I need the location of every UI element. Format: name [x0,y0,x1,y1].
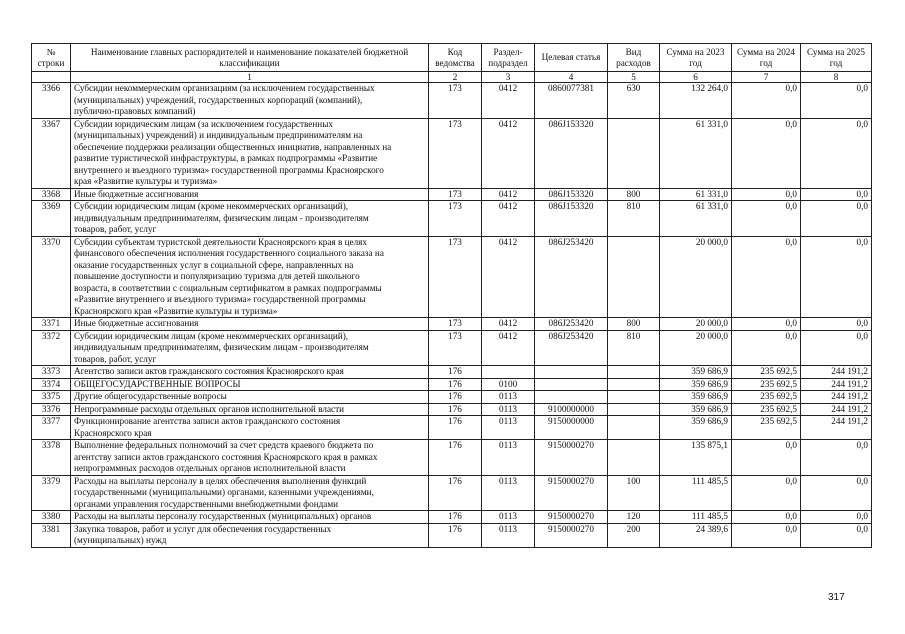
row-sum-2024: 235 692,5 [732,378,801,391]
row-section: 0412 [482,118,535,188]
row-name-line: (муниципальных) учреждений, государственных корпораций (компаний), [74,94,363,105]
row-target-item: 0860077381 [535,83,608,119]
column-number [32,72,71,83]
row-sum-2023: 24 389,6 [660,523,732,547]
header-sum-2025: Сумма на 2025 год [801,44,872,72]
row-name [71,475,429,511]
table-row [32,236,872,318]
row-target-item [535,391,608,404]
row-dept-code: 173 [429,236,482,318]
row-sum-2024: 0,0 [732,318,801,331]
row-target-item: 9100000000 [535,403,608,416]
row-number: 3367 [32,118,71,188]
row-number: 3379 [32,475,71,511]
row-expense-type [608,378,660,391]
row-name-line: государственными (муниципальными) органами, казенными учреждениями, [74,487,374,497]
row-dept-code: 176 [429,416,482,440]
row-name [71,188,429,201]
row-sum-2023: 359 686,9 [660,391,732,404]
row-name-line: (муниципальных) учреждений) и индивидуальным предпринимателям на [74,130,363,140]
row-section: 0412 [482,236,535,318]
header-sum-2023: Сумма на 2023 год [660,44,732,72]
header-expense-type: Вид расходов [608,44,660,72]
table-row [32,511,872,524]
row-expense-type: 800 [608,318,660,331]
row-expense-type: 810 [608,330,660,366]
header-target-item: Целевая статья [535,44,608,72]
row-name [71,391,429,404]
header-section: Раздел-подраздел [482,44,535,72]
row-name-line: возраста, в соответствии с социальным сертификатом в рамках подпрограммы [74,282,382,293]
row-dept-code: 173 [429,188,482,201]
row-number: 3369 [32,201,71,237]
row-name [71,403,429,416]
row-section: 0113 [482,511,535,524]
row-section: 0412 [482,201,535,237]
row-name-line: Субсидии юридическим лицам (кроме некоммерческих организаций), [74,330,349,341]
header-row-number: № строки [32,44,71,72]
header-dept-code: Код ведомства [429,44,482,72]
row-target-item: 9150000270 [535,511,608,524]
table-row [32,318,872,331]
header-sum-2024: Сумма на 2024 год [732,44,801,72]
table-row [32,378,872,391]
row-number: 3381 [32,523,71,547]
row-sum-2024: 0,0 [732,511,801,524]
row-number: 3372 [32,330,71,366]
row-target-item: 086J153320 [535,118,608,188]
row-target-item [535,366,608,379]
header-row [32,44,872,72]
row-section [482,366,535,379]
row-expense-type: 120 [608,511,660,524]
row-number: 3371 [32,318,71,331]
row-number: 3375 [32,391,71,404]
row-sum-2023: 61 331,0 [660,201,732,237]
row-number: 3380 [32,511,71,524]
row-section: 0412 [482,318,535,331]
row-sum-2023: 111 485,5 [660,475,732,511]
row-number: 3377 [32,416,71,440]
row-name-line: обеспечение поддержки реализации общественных инициатив, направленных на [74,141,392,152]
row-target-item: 086J253420 [535,236,608,318]
row-name-line: Субсидии юридическим лицам (кроме некоммерческих организаций), [74,201,349,211]
table-row [32,416,872,440]
row-expense-type [608,416,660,440]
table-row [32,188,872,201]
table-row [32,118,872,188]
row-sum-2025: 244 191,2 [801,391,872,404]
row-name-line: Иные бюджетные ассигнования [74,318,199,328]
row-sum-2023: 135 875,1 [660,440,732,476]
row-sum-2023: 359 686,9 [660,378,732,391]
table-row [32,366,872,379]
row-sum-2024: 0,0 [732,236,801,318]
row-sum-2024: 0,0 [732,330,801,366]
column-number: 3 [482,72,535,83]
table-body [32,83,872,548]
row-sum-2024: 0,0 [732,523,801,547]
row-name-line: Субсидии субъектам туристской деятельности Красноярского края в целях [74,236,368,247]
row-expense-type: 100 [608,475,660,511]
row-expense-type [608,391,660,404]
row-sum-2025: 244 191,2 [801,403,872,416]
row-section: 0113 [482,523,535,547]
row-number: 3370 [32,236,71,318]
budget-table [31,43,872,548]
row-sum-2025: 244 191,2 [801,416,872,440]
row-sum-2024: 235 692,5 [732,391,801,404]
row-sum-2023: 20 000,0 [660,236,732,318]
row-dept-code: 176 [429,523,482,547]
row-name [71,118,429,188]
row-number: 3368 [32,188,71,201]
row-sum-2023: 61 331,0 [660,118,732,188]
row-number: 3376 [32,403,71,416]
row-sum-2024: 0,0 [732,201,801,237]
row-section: 0113 [482,403,535,416]
row-sum-2023: 20 000,0 [660,330,732,366]
row-sum-2025: 0,0 [801,440,872,476]
row-dept-code: 173 [429,201,482,237]
row-name [71,378,429,391]
page-number: 317 [828,592,845,603]
column-number-row [32,72,872,83]
row-dept-code: 173 [429,318,482,331]
row-name-line: Закупка товаров, работ и услуг для обеспечения государственных [74,523,332,534]
row-number: 3366 [32,83,71,119]
row-dept-code: 176 [429,475,482,511]
row-name [71,511,429,524]
row-section: 0113 [482,416,535,440]
column-number: 5 [608,72,660,83]
row-dept-code: 176 [429,440,482,476]
row-expense-type: 630 [608,83,660,119]
row-name-line: развитие туристической инфраструктуры, в рамках подпрограммы «Развитие [74,153,378,163]
row-dept-code: 173 [429,83,482,119]
row-sum-2025: 0,0 [801,83,872,119]
table-row [32,440,872,476]
column-number: 4 [535,72,608,83]
row-sum-2025: 0,0 [801,236,872,318]
header-name: Наименование главных распорядителей и наименование показателей бюджетной классификации [71,44,429,72]
row-name-line: Функционирование агентства записи актов гражданского состояния [74,416,341,426]
column-number: 2 [429,72,482,83]
table-row [32,403,872,416]
column-number: 6 [660,72,732,83]
column-number: 7 [732,72,801,83]
row-section: 0412 [482,330,535,366]
row-sum-2023: 61 331,0 [660,188,732,201]
row-name-line: индивидуальным предпринимателям, физическим лицам - производителям [74,212,369,223]
table-row [32,475,872,511]
row-name [71,440,429,476]
row-sum-2024: 0,0 [732,188,801,201]
row-dept-code: 176 [429,378,482,391]
row-expense-type: 810 [608,201,660,237]
row-target-item: 9150000270 [535,475,608,511]
row-name [71,523,429,547]
row-sum-2025: 0,0 [801,201,872,237]
table-row [32,523,872,547]
row-sum-2025: 0,0 [801,475,872,511]
row-name-line: ОБЩЕГОСУДАРСТВЕННЫЕ ВОПРОСЫ [74,378,241,389]
row-name-line: внутреннего и въездного туризма» государственной программы Красноярского [74,164,384,175]
row-sum-2024: 235 692,5 [732,403,801,416]
row-sum-2023: 20 000,0 [660,318,732,331]
row-section: 0113 [482,475,535,511]
row-expense-type [608,236,660,318]
row-sum-2024: 0,0 [732,118,801,188]
row-sum-2025: 0,0 [801,318,872,331]
row-sum-2023: 359 686,9 [660,403,732,416]
row-sum-2023: 359 686,9 [660,416,732,440]
row-sum-2024: 235 692,5 [732,366,801,379]
row-sum-2023: 111 485,5 [660,511,732,524]
row-name [71,83,429,119]
row-target-item [535,378,608,391]
row-expense-type [608,118,660,188]
row-name-line: агентству записи актов гражданского состояния Красноярского края в рамках [74,451,378,462]
column-number: 8 [801,72,872,83]
row-name-line: Субсидии юридическим лицам (за исключением государственных [74,118,333,129]
row-expense-type [608,366,660,379]
row-target-item: 086J153320 [535,188,608,201]
row-target-item: 086J153320 [535,201,608,237]
row-expense-type [608,440,660,476]
row-name [71,416,429,440]
row-target-item: 9150000270 [535,440,608,476]
row-sum-2023: 132 264,0 [660,83,732,119]
row-section: 0412 [482,83,535,119]
row-expense-type: 800 [608,188,660,201]
row-name [71,236,429,318]
row-sum-2025: 0,0 [801,118,872,188]
table-row [32,330,872,366]
row-section: 0100 [482,378,535,391]
row-name-line: товаров, работ, услуг [74,353,157,364]
row-name-line: «Развитие внутреннего и въездного туризма» государственной программы [74,294,366,304]
table-row [32,83,872,119]
row-number: 3378 [32,440,71,476]
row-sum-2025: 0,0 [801,523,872,547]
column-number: 1 [71,72,429,83]
row-section: 0412 [482,188,535,201]
row-dept-code: 176 [429,391,482,404]
row-target-item: 086J253420 [535,330,608,366]
row-name-line: финансового обеспечения исполнения государственного социального заказа на [74,248,384,258]
row-sum-2023: 359 686,9 [660,366,732,379]
row-sum-2025: 0,0 [801,188,872,201]
row-name-line: Субсидии некоммерческим организациям (за исключением государственных [74,83,375,93]
row-name [71,366,429,379]
row-name-line: Выполнение федеральных полномочий за счет средств краевого бюджета по [74,440,374,450]
row-name-line: органами управления государственными внебюджетными фондами [74,498,339,509]
row-dept-code: 176 [429,511,482,524]
row-dept-code: 173 [429,118,482,188]
row-sum-2025: 0,0 [801,330,872,366]
row-dept-code: 176 [429,366,482,379]
row-number: 3374 [32,378,71,391]
row-sum-2025: 244 191,2 [801,378,872,391]
row-name-line: Красноярского края «Развитие культуры и туризма» [74,305,278,316]
row-name-line: оказание государственных услуг в социальной сфере, направленных на [74,259,354,270]
row-name-line: публично-правовых компаний) [74,106,196,116]
row-sum-2024: 0,0 [732,83,801,119]
table-row [32,391,872,404]
row-name [71,318,429,331]
row-name-line: Другие общегосударственные вопросы [74,391,227,401]
row-name-line: товаров, работ, услуг [74,224,157,234]
row-dept-code: 173 [429,330,482,366]
row-sum-2024: 235 692,5 [732,416,801,440]
table-row [32,201,872,237]
row-name-line: Расходы на выплаты персоналу в целях обеспечения выполнения функций [74,475,367,486]
row-sum-2025: 0,0 [801,511,872,524]
row-name-line: Красноярского края [74,427,152,438]
row-number: 3373 [32,366,71,379]
row-sum-2024: 0,0 [732,440,801,476]
row-name [71,201,429,237]
row-name-line: Расходы на выплаты персоналу государственных (муниципальных) органов [74,511,372,521]
row-name-line: непрограммных расходов отдельных органов исполнительной власти [74,463,346,473]
row-name-line: Непрограммные расходы отдельных органов исполнительной власти [74,403,345,414]
row-section: 0113 [482,391,535,404]
row-section: 0113 [482,440,535,476]
row-name-line: (муниципальных) нужд [74,535,167,545]
row-name [71,330,429,366]
row-sum-2025: 244 191,2 [801,366,872,379]
row-name-line: Агентство записи актов гражданского состояния Красноярского края [74,366,344,376]
row-dept-code: 176 [429,403,482,416]
row-target-item: 9150000270 [535,523,608,547]
row-target-item: 9150000000 [535,416,608,440]
row-name-line: края «Развитие культуры и туризма» [74,176,218,186]
row-sum-2024: 0,0 [732,475,801,511]
row-expense-type [608,403,660,416]
row-expense-type: 200 [608,523,660,547]
row-name-line: индивидуальным предпринимателям, физическим лицам - производителям [74,342,369,352]
row-name-line: повышение доступности и популяризацию туризма для детей школьного [74,271,360,281]
row-target-item: 086J253420 [535,318,608,331]
row-name-line: Иные бюджетные ассигнования [74,188,199,199]
